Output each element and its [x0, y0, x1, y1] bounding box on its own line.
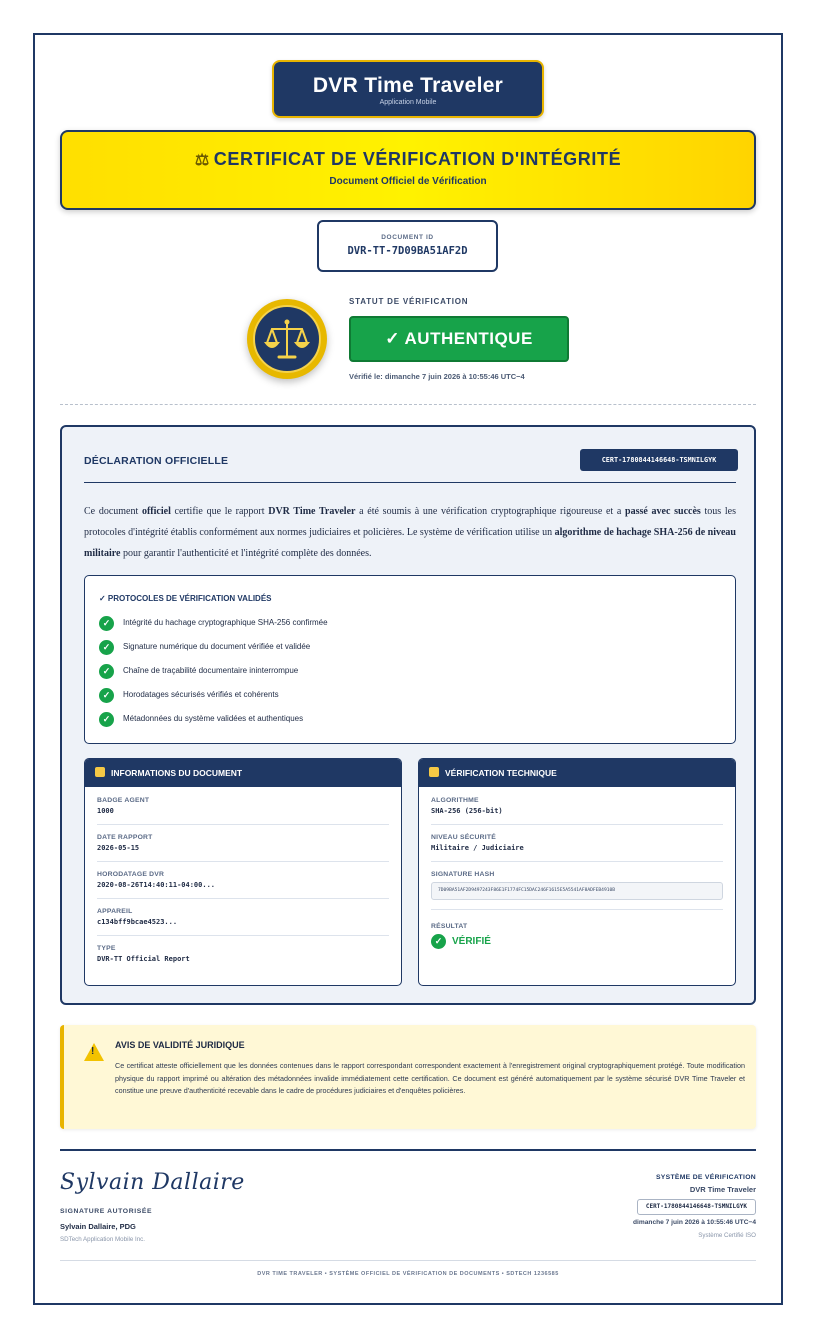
field-date-rapport: DATE RAPPORT 2026-05-15 — [97, 834, 389, 862]
system-date: dimanche 7 juin 2026 à 10:55:46 UTC−4 — [633, 1219, 756, 1226]
status-label: STATUT DE VÉRIFICATION — [349, 297, 469, 306]
declaration-panel — [60, 425, 756, 1005]
verification-system-block — [633, 1174, 756, 1239]
technical-verification-header: VÉRIFICATION TECHNIQUE — [419, 759, 735, 787]
system-certified: Système Certifié ISO — [698, 1232, 756, 1239]
hash-value: 7D09BA51AF2D9497243F86E1F1774FC15DAC246F1615E5A5541AF8ADFEB4910B — [431, 882, 723, 900]
legal-body: Ce certificat atteste officiellement que les données contenues dans le rapport correspondant correspondent exactement à l'enregistrement original cryptographiquement protégé. Toute modification physique du rapport imprimé ou altération des métadonnées invalide immédiatement cette certification. Ce document est généré automatiquement par le système sécurisé DVR Time Traveler et constitue une preuve d'authenticité recevable dans le cadre de procédures judiciaires et d'enquêtes policières. — [115, 1061, 745, 1095]
signatory-name: Sylvain Dallaire, PDG — [60, 1222, 136, 1231]
clipboard-icon — [95, 767, 105, 777]
check-icon: ✓ — [99, 664, 114, 679]
field-appareil: APPAREIL c134bff9bcae4523... — [97, 908, 389, 936]
system-name: DVR Time Traveler — [689, 1185, 756, 1194]
field-niveau-securite: NIVEAU SÉCURITÉ Militaire / Judiciaire — [431, 834, 723, 862]
field-signature-hash: SIGNATURE HASH 7D09BA51AF2D9497243F86E1F1774FC15DAC246F1615E5A5541AF8ADFEB4910B — [431, 871, 723, 910]
section-divider — [60, 404, 756, 405]
app-brand-badge — [272, 60, 544, 118]
certificate-subtitle: Document Officiel de Vérification — [329, 176, 487, 187]
legal-title: AVIS DE VALIDITÉ JURIDIQUE — [115, 1040, 245, 1050]
protocols-box: ✓ PROTOCOLES DE VÉRIFICATION VALIDÉS ✓ Intégrité du hachage cryptographique SHA-256 confirmée ✓ Signature numérique du document vérifiée et validée ✓ Chaîne de traçabilité documentaire ininterrompue ✓ Horodatages sécurisés vérifiés et cohérents ✓ Métadonnées du système validées et authentiques — [84, 575, 736, 744]
system-label: SYSTÈME DE VÉRIFICATION — [655, 1174, 756, 1181]
check-icon: ✓ — [431, 934, 446, 949]
field-horodatage: HORODATAGE DVR 2020-08-26T14:40:11-04:00... — [97, 871, 389, 899]
footer-text: DVR TIME TRAVELER • SYSTÈME OFFICIEL DE VÉRIFICATION DE DOCUMENTS • SDTECH 1236585 — [257, 1271, 559, 1277]
field-badge-agent: BADGE AGENT 1000 — [97, 797, 389, 825]
certificate-title: CERTIFICAT DE VÉRIFICATION D'INTÉGRITÉ — [213, 149, 622, 169]
declaration-title: DÉCLARATION OFFICIELLE — [84, 455, 229, 467]
field-algorithme: ALGORITHME SHA-256 (256-bit) — [431, 797, 723, 825]
declaration-text: Ce document officiel certifie que le rapport DVR Time Traveler a été soumis à une vérification cryptographique rigoureuse et a passé avec succès tous les protocoles d'intégrité établis conformément aux normes judiciaires et policières. Le système de vérification utilise un algorithme de hachage SHA-256 de niveau militaire pour garantir l'authenticité et l'intégrité complète des données. — [84, 506, 736, 559]
document-id-value: DVR-TT-7D09BA51AF2D — [347, 245, 468, 257]
signatory-company: SDTech Application Mobile Inc. — [60, 1236, 145, 1243]
handwritten-signature: Sylvain Dallaire — [60, 1170, 245, 1195]
lock-icon — [429, 767, 439, 777]
check-icon: ✓ — [99, 616, 114, 631]
app-name: DVR Time Traveler — [312, 74, 504, 97]
check-icon: ✓ — [99, 712, 114, 727]
document-id-box — [317, 220, 498, 272]
document-info-header: INFORMATIONS DU DOCUMENT — [85, 759, 401, 787]
signature-divider — [60, 1149, 756, 1151]
legal-notice — [60, 1025, 756, 1129]
result-value: VÉRIFIÉ — [452, 936, 491, 948]
footer-divider — [60, 1260, 756, 1261]
signature-label: SIGNATURE AUTORISÉE — [60, 1208, 153, 1215]
app-subtitle: Application Mobile — [379, 99, 437, 106]
technical-verification-card — [418, 758, 736, 986]
system-cert-id: CERT-1780844146648-TSMNILGYK — [637, 1199, 756, 1215]
justice-seal — [247, 299, 327, 379]
certificate-banner — [60, 130, 756, 210]
scales-seal-icon — [255, 307, 323, 375]
check-icon: ✓ — [99, 688, 114, 703]
declaration-rule — [84, 482, 736, 483]
warning-icon: ! — [84, 1043, 104, 1061]
verified-timestamp: Vérifié le: dimanche 7 juin 2026 à 10:55:46 UTC−4 — [349, 372, 525, 381]
certificate-id-tag: CERT-1780844146648-TSMNILGYK — [580, 449, 738, 471]
document-info-card — [84, 758, 402, 986]
check-icon: ✓ — [99, 640, 114, 655]
scales-icon: ⚖ — [194, 152, 210, 169]
status-badge: ✓ AUTHENTIQUE — [349, 316, 569, 362]
field-resultat: RÉSULTAT ✓ VÉRIFIÉ — [431, 923, 491, 948]
document-id-label: DOCUMENT ID — [381, 234, 434, 241]
field-type: TYPE DVR-TT Official Report — [97, 945, 190, 963]
protocols-title: ✓ PROTOCOLES DE VÉRIFICATION VALIDÉS — [99, 594, 272, 603]
